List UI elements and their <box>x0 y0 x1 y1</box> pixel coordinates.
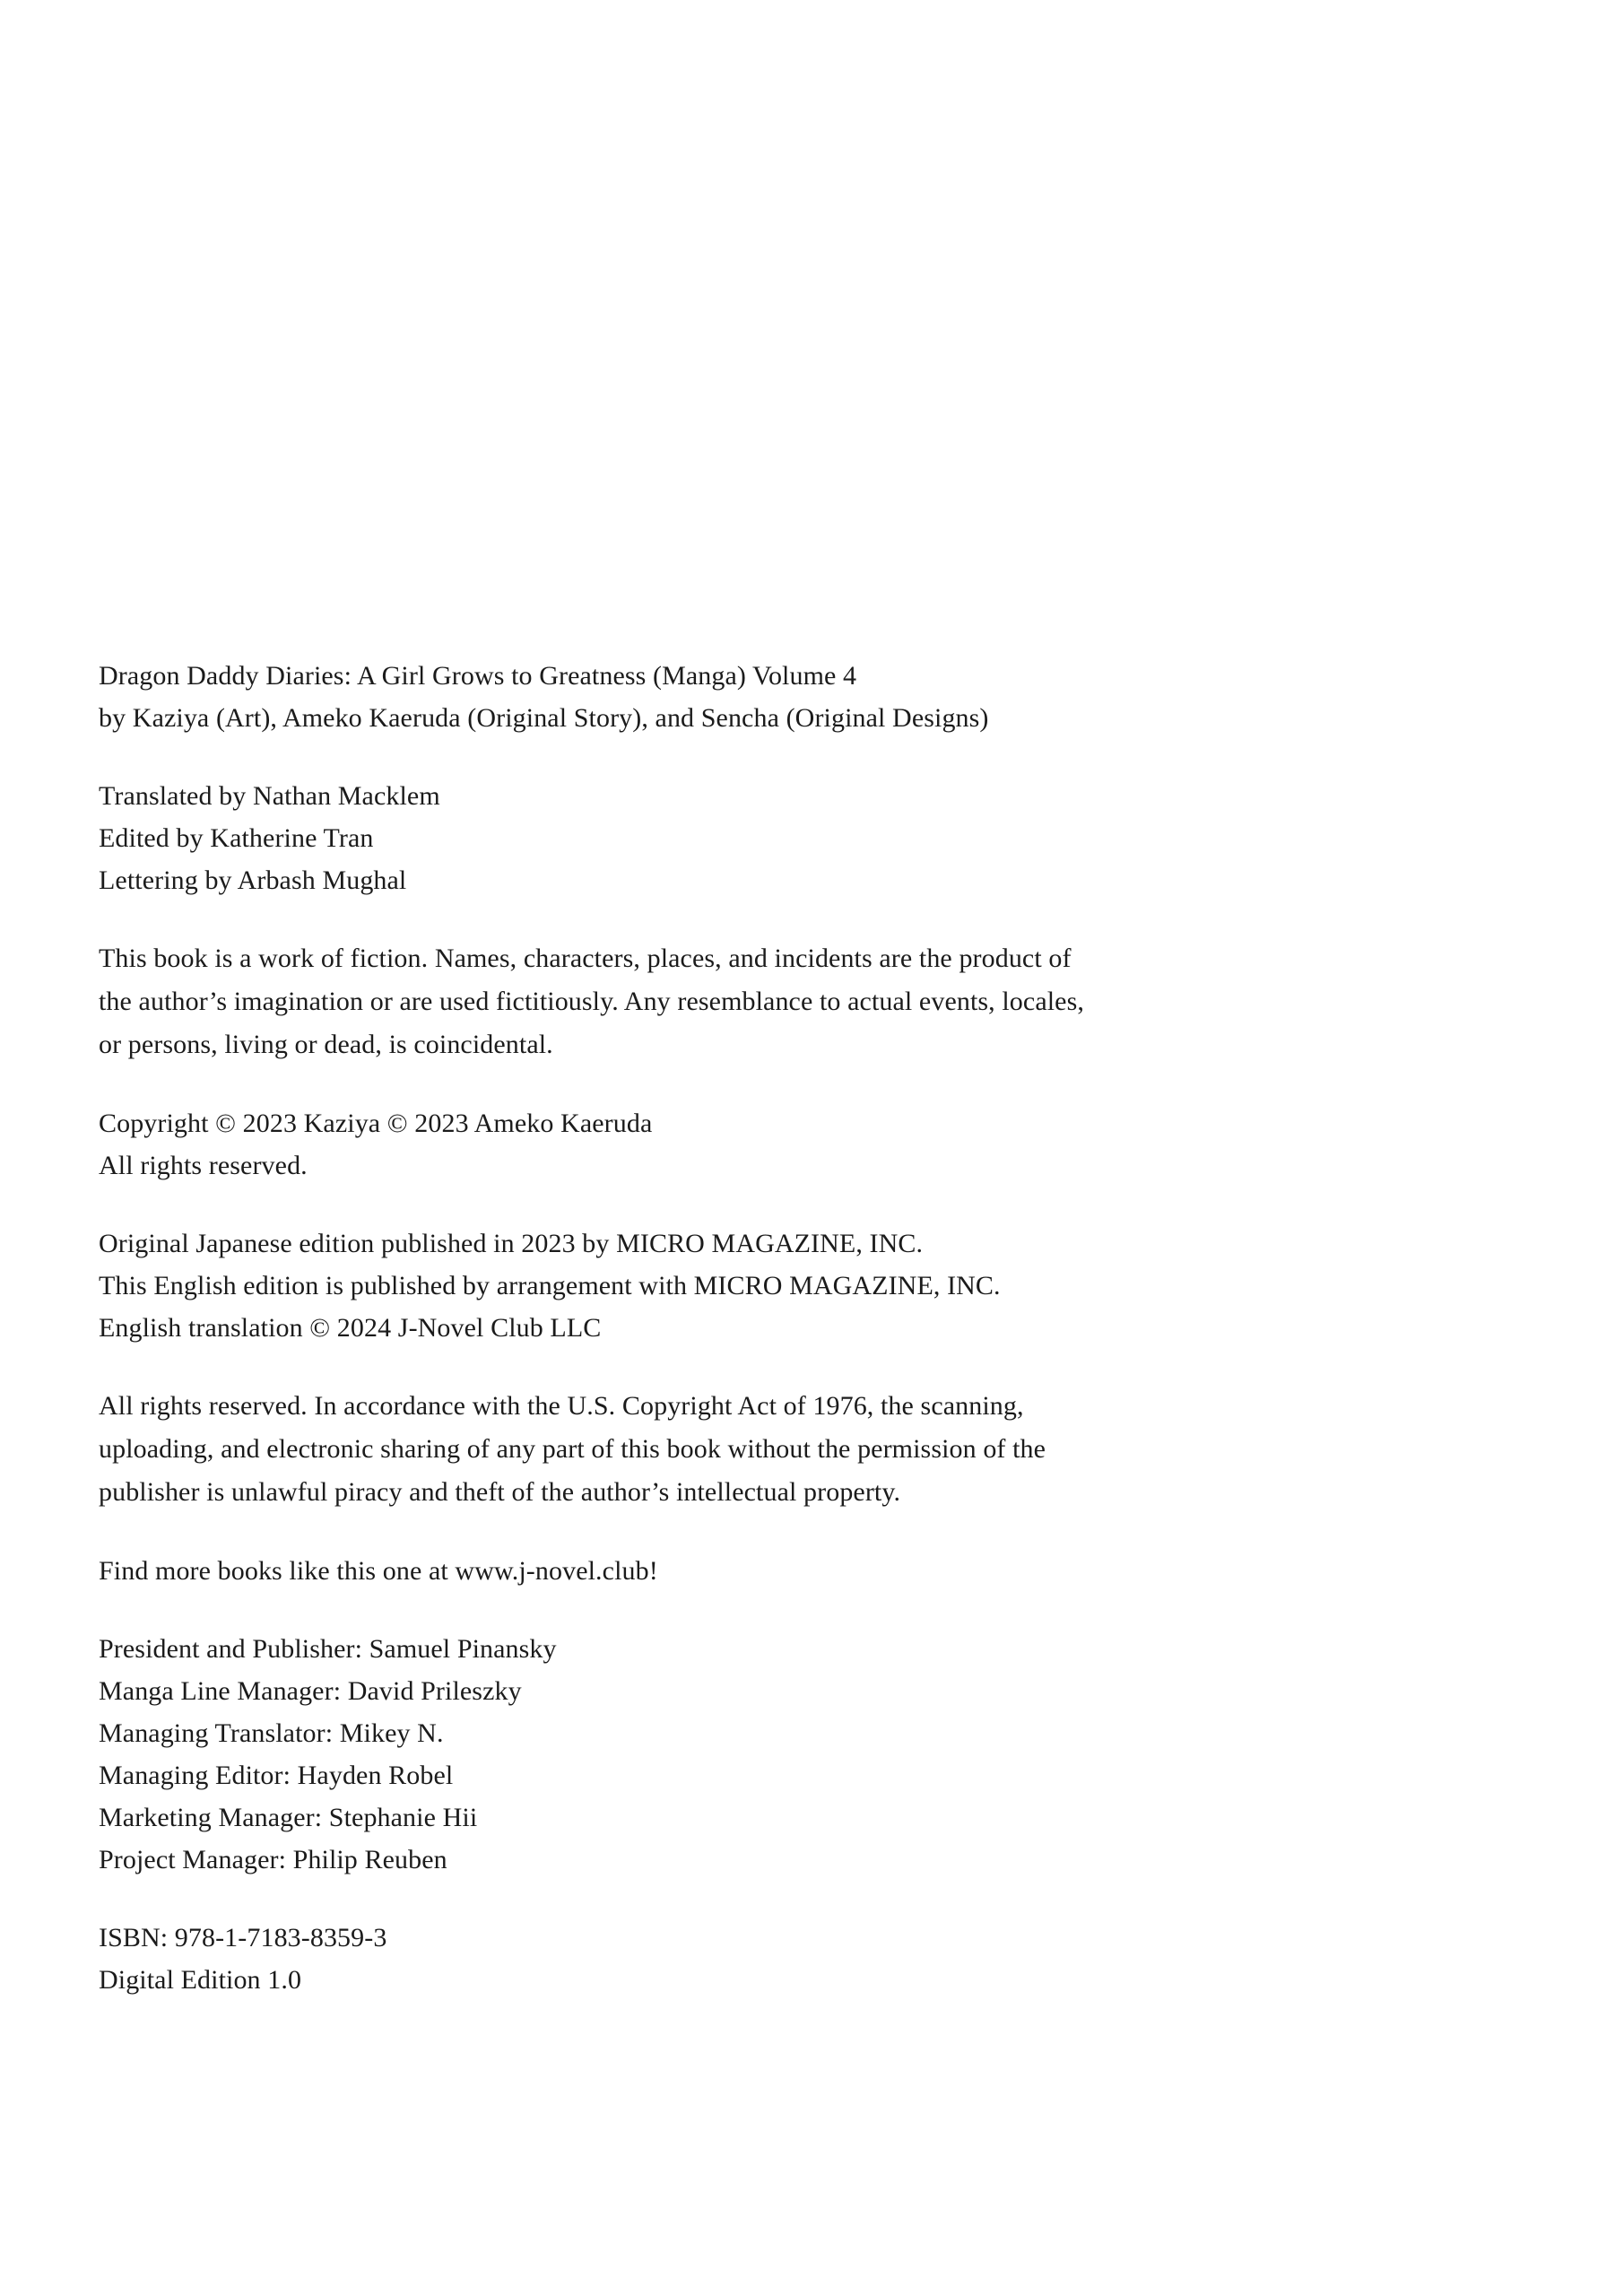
project-manager-credit: Project Manager: Philip Reuben <box>99 1845 447 1874</box>
piracy-notice-line-2: uploading, and electronic sharing of any part of this book without the permission of the <box>99 1434 1046 1464</box>
edition-notice-block <box>99 1222 1444 1349</box>
managing-editor-credit: Managing Editor: Hayden Robel <box>99 1761 454 1790</box>
copyright-line: Copyright © 2023 Kaziya © 2023 Ameko Kaeruda <box>99 1109 653 1138</box>
english-translation-line: English translation © 2024 J-Novel Club LLC <box>99 1313 602 1343</box>
isbn-line: ISBN: 978-1-7183-8359-3 <box>99 1923 387 1952</box>
staff-credits-block <box>99 1628 1444 1881</box>
editor-credit: Edited by Katherine Tran <box>99 823 374 853</box>
piracy-notice-block <box>99 1385 1444 1514</box>
production-credits-block <box>99 775 1444 901</box>
marketing-manager-credit: Marketing Manager: Stephanie Hii <box>99 1803 478 1832</box>
colophon-text-block <box>99 655 1444 2001</box>
edition-identifiers-block <box>99 1917 1444 2001</box>
president-publisher-credit: President and Publisher: Samuel Pinansky <box>99 1634 557 1664</box>
fiction-disclaimer-line-2: the author’s imagination or are used fictitiously. Any resemblance to actual events, locales, <box>99 987 1084 1016</box>
book-creators-line: by Kaziya (Art), Ameko Kaeruda (Original Story), and Sencha (Original Designs) <box>99 703 989 733</box>
fiction-disclaimer-block <box>99 937 1444 1066</box>
title-credits-block <box>99 655 1444 739</box>
managing-translator-credit: Managing Translator: Mikey N. <box>99 1718 444 1748</box>
manga-line-manager-credit: Manga Line Manager: David Prileszky <box>99 1676 522 1706</box>
promo-block <box>99 1550 1444 1592</box>
japanese-edition-line: Original Japanese edition published in 2023 by MICRO MAGAZINE, INC. <box>99 1229 924 1258</box>
digital-edition-line: Digital Edition 1.0 <box>99 1965 302 1995</box>
letterer-credit: Lettering by Arbash Mughal <box>99 865 407 895</box>
rights-reserved-line: All rights reserved. <box>99 1151 308 1180</box>
promo-line: Find more books like this one at www.j-novel.club! <box>99 1556 658 1586</box>
translator-credit: Translated by Nathan Macklem <box>99 781 440 811</box>
fiction-disclaimer-line-1: This book is a work of fiction. Names, characters, places, and incidents are the product of <box>99 944 1072 973</box>
fiction-disclaimer-line-3: or persons, living or dead, is coincidental. <box>99 1030 553 1059</box>
english-edition-line: This English edition is published by arrangement with MICRO MAGAZINE, INC. <box>99 1271 1001 1300</box>
copyright-notice-block <box>99 1102 1444 1187</box>
book-title-line: Dragon Daddy Diaries: A Girl Grows to Greatness (Manga) Volume 4 <box>99 661 857 691</box>
piracy-notice-line-1: All rights reserved. In accordance with the U.S. Copyright Act of 1976, the scanning, <box>99 1391 1024 1421</box>
piracy-notice-line-3: publisher is unlawful piracy and theft of the author’s intellectual property. <box>99 1477 901 1507</box>
